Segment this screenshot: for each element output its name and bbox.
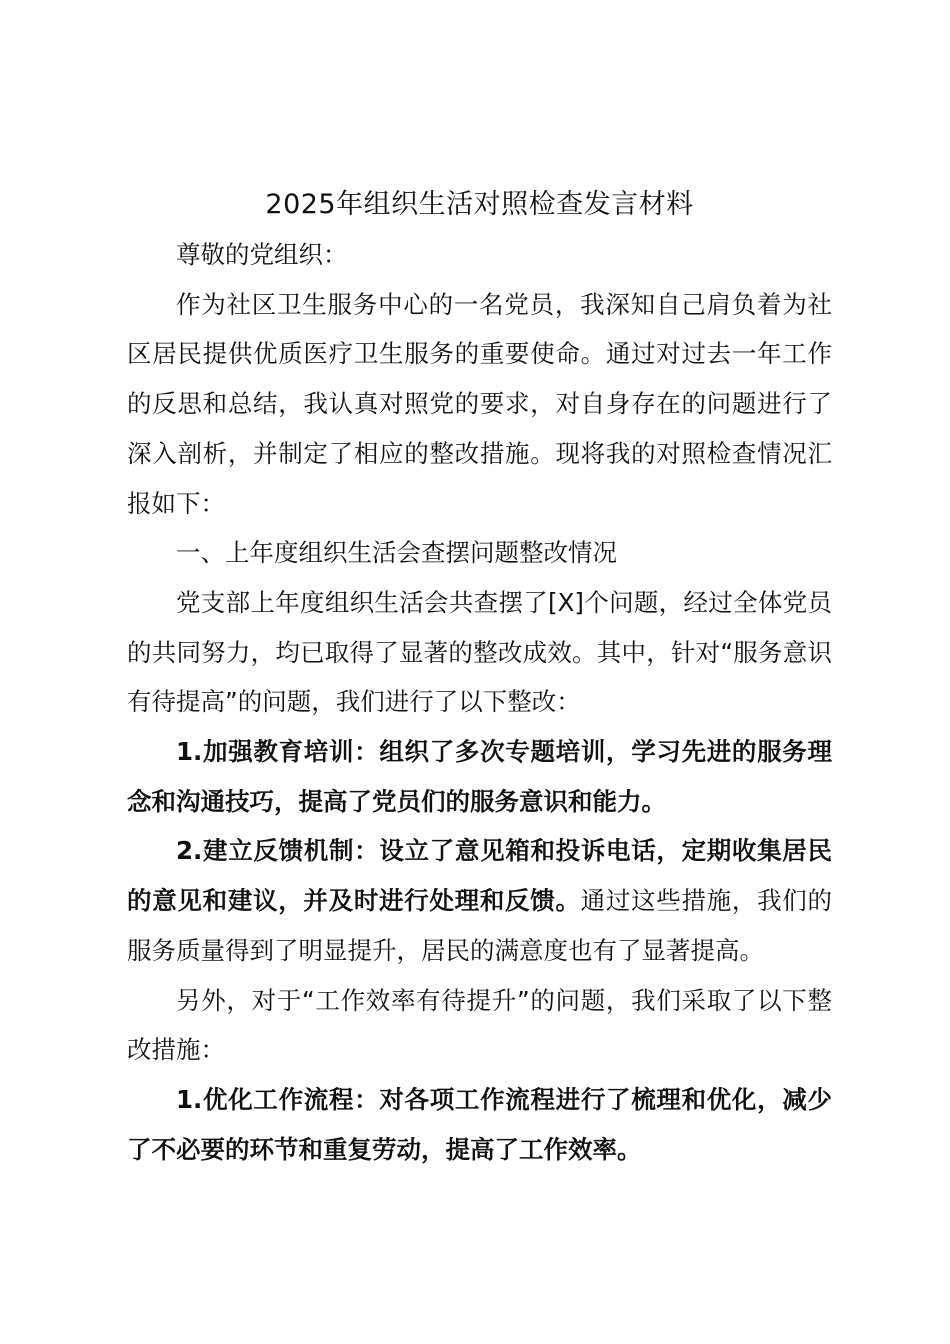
list-item: 1.加强教育培训：组织了多次专题培训，学习先进的服务理念和沟通技巧，提高了党员们的服务意识和能力。 [127, 737, 832, 816]
salutation: 尊敬的党组织： [176, 240, 348, 269]
document-title: 2025年组织生活对照检查发言材料 [265, 189, 694, 220]
paragraph: 另外，对于“工作效率有待提升”的问题，我们采取了以下整改措施： [127, 985, 832, 1065]
paragraph: 党支部上年度组织生活会共查摆了[X]个问题，经过全体党员的共同努力，均已取得了显著的整改成效。其中，针对“服务意识有待提高”的问题，我们进行了以下整改： [127, 587, 832, 717]
list-item [127, 826, 832, 975]
document-page [127, 180, 832, 1174]
intro-paragraph: 作为社区卫生服务中心的一名党员，我深知自己肩负着为社区居民提供优质医疗卫生服务的重要使命。通过对过去一年工作的反思和总结，我认真对照党的要求，对自身存在的问题进行了深入剖析，并制定了相应的整改措施。现将我的对照检查情况汇报如下： [127, 289, 832, 518]
item-continuation: 通过这些措施，我们的服务质量得到了明显提升，居民的满意度也有了显著提高。 [127, 886, 833, 965]
bold-lead: 2.建立反馈机制：设立了意见箱和投诉电话，定期收集居民的意见和建议，并及时进行处理和反馈。 [127, 836, 832, 916]
section-heading: 一、上年度组织生活会查摆问题整改情况 [176, 538, 617, 568]
list-item: 1.优化工作流程：对各项工作流程进行了梳理和优化，减少了不必要的环节和重复劳动，提高了工作效率。 [127, 1084, 832, 1164]
